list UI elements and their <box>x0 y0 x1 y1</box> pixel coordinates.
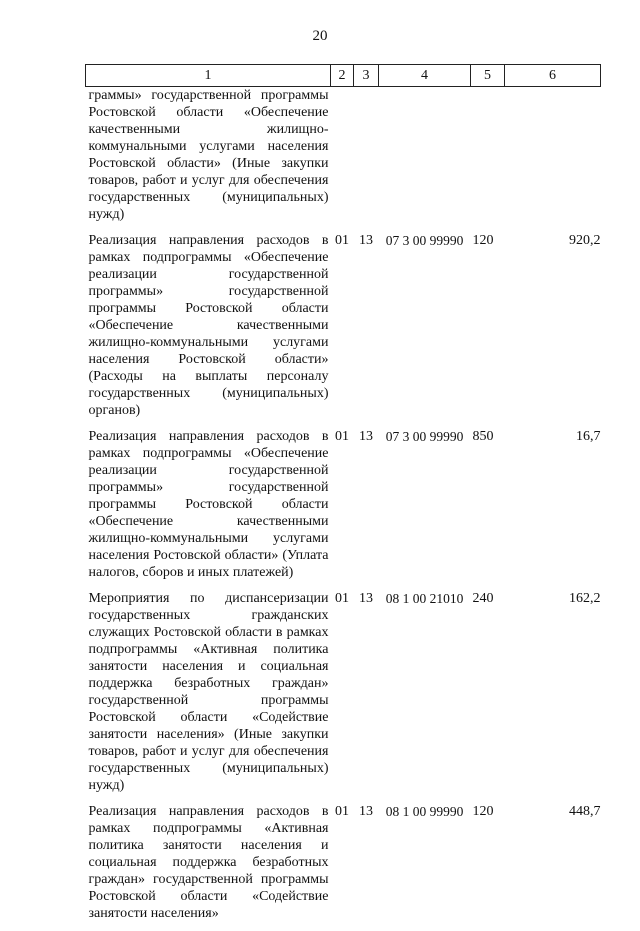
row-section-code: 01 <box>335 591 349 606</box>
row-subsection-code <box>354 87 379 233</box>
row-section-code <box>331 87 354 233</box>
column-header-6: 6 <box>505 65 601 87</box>
row-description: Мероприятия по диспансеризации государственных гражданских служащих Ростовской области в рамках подпрограммы «Активная политика занятости населения и социальная поддержка безработных граждан» государственной программы Ростовской области «Содействие занятости населения» (Иные закупки товаров, работ и услуг для обеспечения государственных (муниципальных) нужд) <box>88 591 329 793</box>
row-subsection-code: 13 <box>359 804 373 819</box>
row-expense-type: 120 <box>472 804 494 819</box>
table-header-row <box>86 65 601 87</box>
row-description: Реализация направления расходов в рамках подпрограммы «Активная политика занятости населения и социальная поддержка безработных граждан» государственной программы Ростовской области «Содействие занятости населения» <box>88 804 329 921</box>
row-amount: 16,7 <box>576 429 601 444</box>
table-row <box>86 590 601 803</box>
column-header-1: 1 <box>86 65 331 87</box>
row-target-article: 08 1 00 21010 <box>385 591 464 606</box>
row-description: граммы» государственной программы Ростовской области «Обеспечение качественными жилищно-коммунальными услугами населения Ростовской области» (Иные закупки товаров, работ и услуг для обеспечения государственных (муниципальных) нужд) <box>88 88 329 222</box>
table-row <box>86 428 601 590</box>
row-section-code: 01 <box>335 429 349 444</box>
row-expense-type: 850 <box>472 429 494 444</box>
budget-table <box>85 64 601 931</box>
table-row <box>86 87 601 233</box>
row-target-article: 08 1 00 99990 <box>385 804 464 819</box>
row-amount: 920,2 <box>569 233 601 248</box>
row-expense-type <box>471 87 505 233</box>
table-row <box>86 232 601 428</box>
row-section-code: 01 <box>335 804 349 819</box>
row-description: Реализация направления расходов в рамках подпрограммы «Обеспечение реализации государственной программы» государственной программы Ростовской области «Обеспечение качественными жилищно-коммунальными услугами населения Ростовской области» (Расходы на выплаты персоналу государственных (муниципальных) органов) <box>88 233 329 418</box>
column-header-3: 3 <box>354 65 379 87</box>
row-description: Реализация направления расходов в рамках подпрограммы «Обеспечение реализации государственной программы» государственной программы Ростовской области «Обеспечение качественными жилищно-коммунальными услугами населения Ростовской области» (Уплата налогов, сборов и иных платежей) <box>88 429 329 580</box>
row-expense-type: 240 <box>472 591 494 606</box>
column-header-5: 5 <box>471 65 505 87</box>
row-amount <box>505 87 601 233</box>
row-amount: 162,2 <box>569 591 601 606</box>
row-subsection-code: 13 <box>359 429 373 444</box>
row-amount: 448,7 <box>569 804 601 819</box>
row-section-code: 01 <box>335 233 349 248</box>
row-expense-type: 120 <box>472 233 494 248</box>
table-row <box>86 803 601 931</box>
column-header-4: 4 <box>379 65 471 87</box>
row-subsection-code: 13 <box>359 233 373 248</box>
row-target-article: 07 3 00 99990 <box>385 233 464 248</box>
column-header-2: 2 <box>331 65 354 87</box>
row-target-article: 07 3 00 99990 <box>385 429 464 444</box>
row-subsection-code: 13 <box>359 591 373 606</box>
row-target-article <box>379 87 471 233</box>
page-number: 20 <box>312 28 328 44</box>
